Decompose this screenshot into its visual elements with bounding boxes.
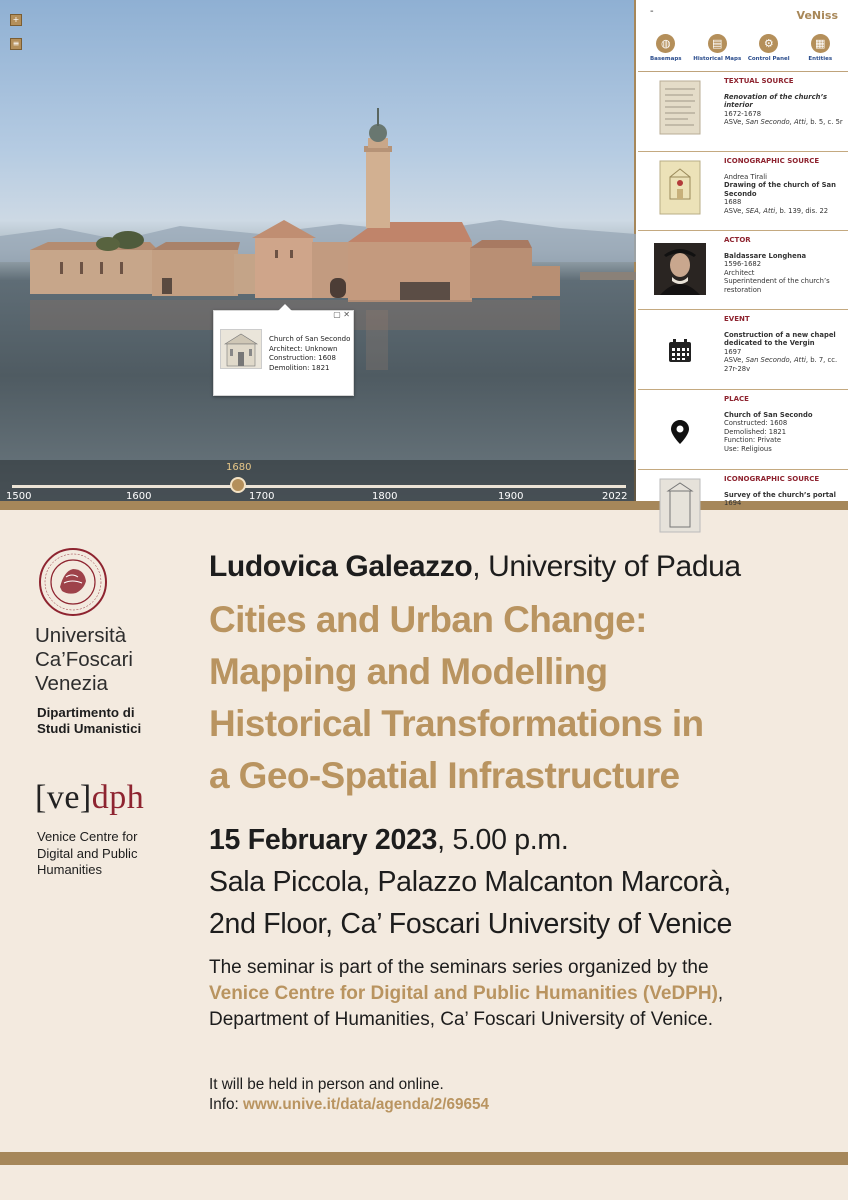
nav-label: Basemaps xyxy=(649,56,682,62)
vedph-name-line: Humanities xyxy=(37,862,103,877)
cogs-icon: ⚙ xyxy=(759,34,778,53)
card-name: Baldassare Longhena xyxy=(724,251,807,260)
vedph-name-line: Venice Centre for xyxy=(37,829,138,844)
timeline-label: 1800 xyxy=(372,491,398,502)
timeline-label: 1600 xyxy=(126,491,152,502)
info-line: Info: www.unive.it/data/agenda/2/69654 xyxy=(209,1096,489,1113)
seminar-title xyxy=(209,594,819,802)
timeline-slider[interactable] xyxy=(0,460,636,501)
card-reference: ASVe, SEA, Atti, b. 139, dis. 22 xyxy=(724,206,829,215)
timeline-handle[interactable] xyxy=(230,477,246,493)
zoom-in-control[interactable]: + xyxy=(10,14,22,26)
department-name-line: Studi Umanistici xyxy=(37,721,142,736)
card-role: Architect xyxy=(724,268,755,277)
university-name-line: Università xyxy=(35,624,127,647)
church-thumbnail xyxy=(220,329,262,369)
series-info xyxy=(209,955,723,1033)
university-name xyxy=(35,624,133,696)
panel-collapse-button[interactable]: - xyxy=(650,6,654,17)
nav-historical-maps[interactable] xyxy=(692,34,742,71)
nav-label: Control Panel xyxy=(747,56,790,62)
popup-details xyxy=(269,335,350,373)
card-author: Andrea Tirali xyxy=(724,172,767,181)
series-line: The seminar is part of the seminars series organized by the xyxy=(209,957,709,978)
entity-card-actor[interactable] xyxy=(638,231,848,310)
card-date: 1694 xyxy=(724,499,742,508)
speaker-affiliation: , University of Padua xyxy=(472,550,741,583)
title-line: Mapping and Modelling xyxy=(209,651,608,692)
nav-basemaps[interactable] xyxy=(641,34,691,71)
entity-card-event[interactable] xyxy=(638,310,848,390)
card-date: 1672-1678 xyxy=(724,109,762,118)
card-details xyxy=(724,395,844,454)
bottom-bar xyxy=(0,1152,848,1165)
nav-label: Historical Maps xyxy=(693,56,742,62)
card-title: Survey of the church’s portal xyxy=(724,490,836,499)
timeline-label: 2022 xyxy=(602,491,628,502)
vedph-full-name xyxy=(37,829,137,879)
side-panel xyxy=(638,0,848,508)
calendar-icon xyxy=(667,338,693,364)
timeline-track[interactable] xyxy=(12,485,626,488)
title-line: Cities and Urban Change: xyxy=(209,599,647,640)
card-date: 1697 xyxy=(724,347,742,356)
app-title: VeNiss xyxy=(796,9,838,22)
map-icon: ▤ xyxy=(708,34,727,53)
date-venue xyxy=(209,819,732,945)
popup-architect: Architect: Unknown xyxy=(269,344,338,353)
university-name-line: Ca’Foscari xyxy=(35,648,133,671)
vedph-link[interactable]: Venice Centre for Digital and Public Humanities (VeDPH) xyxy=(209,983,718,1004)
card-reference: ASVe, San Secondo, Atti, b. 5, c. 5r xyxy=(724,118,843,127)
panel-nav xyxy=(638,34,848,72)
timeline-value: 1680 xyxy=(226,462,252,473)
popup-demolition: Demolition: 1821 xyxy=(269,363,330,372)
card-demolished: Demolished: 1821 xyxy=(724,427,787,436)
entities-icon: ▦ xyxy=(811,34,830,53)
card-use: Use: Religious xyxy=(724,444,772,453)
entity-card-place[interactable] xyxy=(638,390,848,470)
card-constructed: Constructed: 1608 xyxy=(724,419,788,428)
entity-card-iconographic-source[interactable] xyxy=(638,152,848,231)
drawing-thumbnail xyxy=(658,159,702,216)
attendance-info xyxy=(209,1075,489,1115)
popup-arrow xyxy=(278,304,292,311)
map-view[interactable] xyxy=(0,0,636,501)
card-name: Church of San Secondo xyxy=(724,410,813,419)
university-seal-logo xyxy=(38,547,108,617)
layers-control[interactable]: ≡ xyxy=(10,38,22,50)
card-dates: 1596-1682 xyxy=(724,260,762,269)
card-details xyxy=(724,77,844,127)
agenda-url-link[interactable]: www.unive.it/data/agenda/2/69654 xyxy=(243,1096,489,1113)
series-line: Venice Centre for Digital and Public Humanities (VeDPH), xyxy=(209,983,724,1004)
card-title: Renovation of the church’s interior xyxy=(724,92,828,110)
popup-close-icon[interactable]: ▢ ✕ xyxy=(333,310,350,319)
timeline-label: 1900 xyxy=(498,491,524,502)
island-church-scene xyxy=(0,0,636,501)
card-type: ICONOGRAPHIC SOURCE xyxy=(724,475,820,483)
popup-name: Church of San Secondo xyxy=(269,335,351,343)
webgis-screenshot xyxy=(0,0,848,510)
venue-line: Sala Piccola, Palazzo Malcanton Marcorà, xyxy=(209,866,731,898)
series-line: Department of Humanities, Ca’ Foscari University of Venice. xyxy=(209,1009,714,1030)
vedph-logo: [ve]dph xyxy=(35,779,145,816)
card-title: Construction of a new chapel dedicated to the Vergin xyxy=(724,330,836,348)
card-details xyxy=(724,157,844,216)
university-name-line: Venezia xyxy=(35,672,108,695)
place-popup xyxy=(213,310,354,396)
card-type: EVENT xyxy=(724,315,750,323)
card-function: Function: Private xyxy=(724,436,782,445)
timeline-label: 1700 xyxy=(249,491,275,502)
card-description: Superintendent of the church’s restoration xyxy=(724,277,830,294)
department-name-line: Dipartimento di xyxy=(37,705,135,720)
card-type: TEXTUAL SOURCE xyxy=(724,77,794,85)
vedph-name-line: Digital and Public xyxy=(37,845,138,861)
venue-line: 2nd Floor, Ca’ Foscari University of Venice xyxy=(209,908,733,940)
card-reference: ASVe, San Secondo, Atti, b. 7, cc. 27r-28v xyxy=(724,356,838,373)
speaker-name: Ludovica Galeazzo xyxy=(209,550,473,583)
attendance-line: It will be held in person and online. xyxy=(209,1076,444,1093)
date-time xyxy=(209,819,732,861)
title-line: Historical Transformations in xyxy=(209,703,704,744)
popup-construction: Construction: 1608 xyxy=(269,354,336,362)
portal-survey-thumbnail xyxy=(658,477,702,534)
card-title: Drawing of the church of San Secondo xyxy=(724,181,836,198)
globe-icon: ◍ xyxy=(656,34,675,53)
card-type: ACTOR xyxy=(724,236,751,244)
manuscript-thumbnail xyxy=(658,79,702,136)
event-time: , 5.00 p.m. xyxy=(437,824,569,856)
title-line: a Geo-Spatial Infrastructure xyxy=(209,755,680,796)
timeline-label: 1500 xyxy=(6,491,32,502)
card-details xyxy=(724,315,844,374)
card-type: PLACE xyxy=(724,395,749,403)
panel-header xyxy=(638,0,848,34)
entity-card-iconographic-source[interactable] xyxy=(638,470,848,530)
nav-entities[interactable] xyxy=(795,34,845,71)
entity-card-textual-source[interactable] xyxy=(638,72,848,152)
speaker-line xyxy=(209,550,741,584)
department-name xyxy=(37,705,141,737)
nav-label: Entities xyxy=(808,56,833,62)
card-details xyxy=(724,236,844,295)
card-details xyxy=(724,475,844,508)
nav-control-panel[interactable] xyxy=(744,34,794,71)
card-date: 1688 xyxy=(724,198,742,207)
location-pin-icon xyxy=(671,420,689,444)
event-date: 15 February 2023 xyxy=(209,824,438,856)
card-type: ICONOGRAPHIC SOURCE xyxy=(724,157,820,165)
portrait-thumbnail xyxy=(654,243,706,295)
